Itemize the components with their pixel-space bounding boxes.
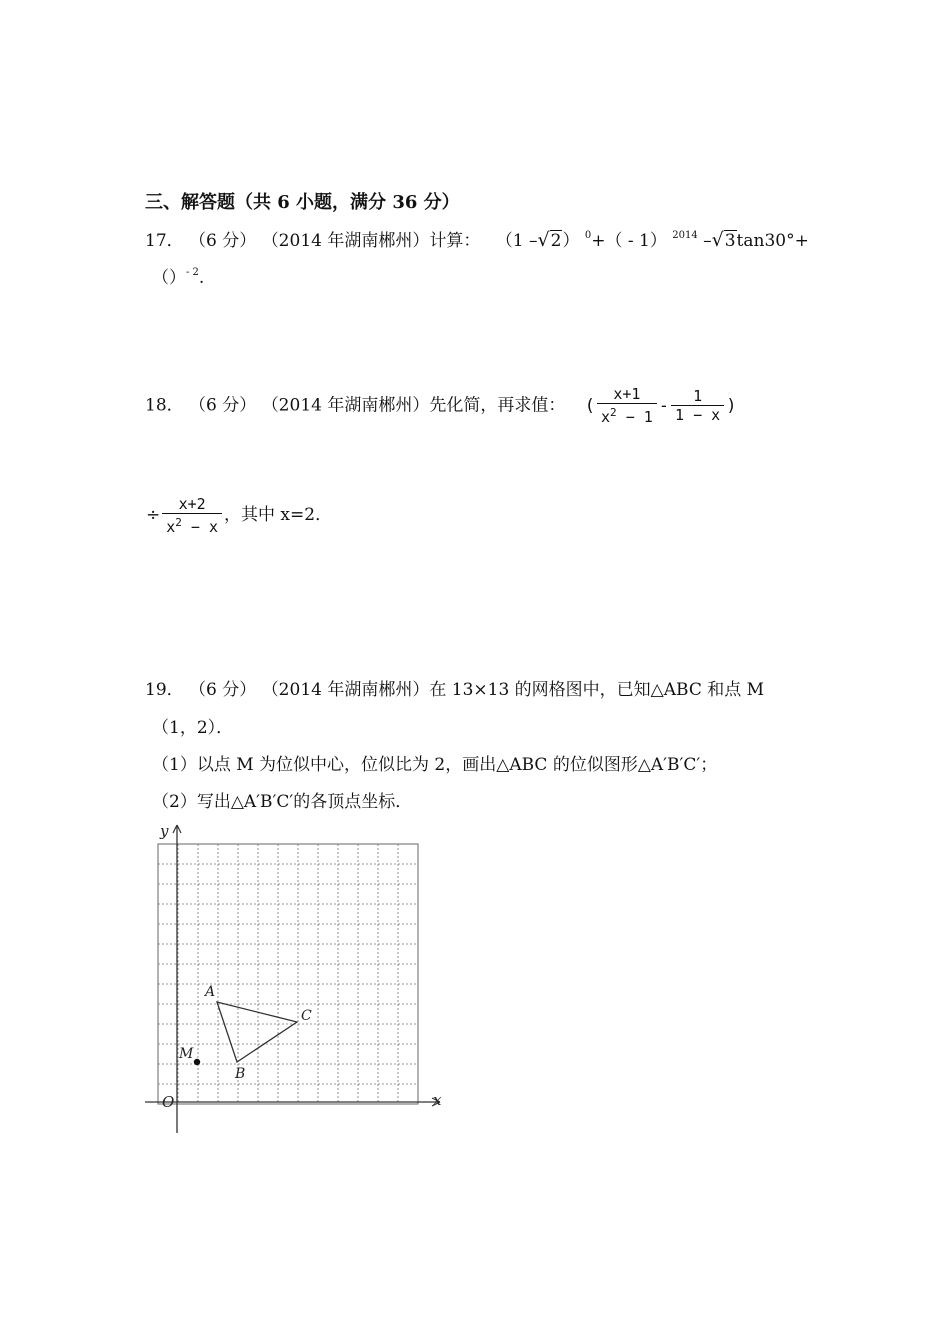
frac3-denominator xyxy=(162,513,222,536)
q17-expr-e: tan30°+ xyxy=(736,231,809,251)
q19-source: （2014 年湖南郴州） xyxy=(261,680,430,700)
q17-exp2014: 2014 xyxy=(672,230,698,241)
section-heading: 三、解答题（共 6 小题，满分 36 分） xyxy=(145,192,460,213)
q17-source: （2014 年湖南郴州） xyxy=(261,231,430,251)
point-label-m: M xyxy=(179,1046,194,1062)
q17-expr-a: （1 – xyxy=(495,231,538,251)
q18-close-paren: ) xyxy=(726,395,737,416)
frac1-denominator xyxy=(597,403,657,426)
q19-number: 19． xyxy=(145,680,184,700)
q17-line2-b: . xyxy=(198,268,205,288)
q17-expression xyxy=(496,231,809,251)
frac2-numerator: 1 xyxy=(693,387,703,405)
question-17 xyxy=(145,226,809,251)
q19-prompt: 在 13×13 的网格图中，已知△ABC 和点 M xyxy=(429,680,765,700)
frac1-den-rest: − 1 xyxy=(616,408,653,426)
q17-line2-a: （） xyxy=(152,268,186,288)
axes xyxy=(145,822,442,1133)
point-label-b: B xyxy=(235,1066,246,1082)
q17-line2 xyxy=(152,263,204,288)
sqrt-sign: √ xyxy=(537,229,550,251)
q18-minus: - xyxy=(658,395,670,416)
q18-tail: ，其中 x=2． xyxy=(224,505,333,525)
x-axis-label: x xyxy=(433,1091,442,1109)
frac3-den-base: x xyxy=(166,518,176,536)
q17-expr-d: – xyxy=(697,231,712,251)
frac3-den-rest: − x xyxy=(181,518,219,536)
q18-open-paren: ( xyxy=(584,395,596,416)
q19-score: （6 分） xyxy=(189,680,257,700)
triangle-abc xyxy=(217,1002,297,1062)
frac3-numerator: x+2 xyxy=(178,495,206,513)
q17-exp0: 0 xyxy=(584,230,592,241)
sqrt-sign: √ xyxy=(711,229,724,251)
frac2-denominator: 1 − x xyxy=(671,405,724,424)
q18-prompt: 先化简，再求值： xyxy=(429,395,566,416)
origin-label: O xyxy=(162,1093,175,1111)
frac3-den-exp: 2 xyxy=(175,516,182,529)
q17-number: 17． xyxy=(145,231,184,251)
q18-score: （6 分） xyxy=(189,395,257,416)
q17-expr-b: ） xyxy=(562,231,580,251)
q17-score: （6 分） xyxy=(189,231,257,251)
q18-fraction-2 xyxy=(671,387,724,424)
q18-fraction-1 xyxy=(597,385,657,426)
q18-fraction-3 xyxy=(162,495,222,536)
q18-line2 xyxy=(146,495,332,536)
q17-prompt: 计算： xyxy=(429,231,481,251)
q18-div-sign: ÷ xyxy=(146,505,161,525)
point-label-a: A xyxy=(205,984,216,1000)
question-18 xyxy=(145,385,736,426)
q19-part2: （2）写出△A′B′C′的各顶点坐标． xyxy=(152,792,413,812)
frac1-den-base: x xyxy=(601,408,611,426)
q19-line2: （1，2）． xyxy=(152,718,234,738)
grid-figure xyxy=(140,820,450,1140)
q17-expr-c: +（ - 1） xyxy=(591,231,667,251)
q18-source: （2014 年湖南郴州） xyxy=(261,395,430,416)
frac1-numerator: x+1 xyxy=(613,385,641,403)
q18-expression xyxy=(584,385,737,426)
q17-exp-neg2: - 2 xyxy=(186,267,199,278)
y-axis-label: y xyxy=(160,822,169,840)
q18-number: 18． xyxy=(145,395,184,416)
point-label-c: C xyxy=(301,1008,312,1024)
q17-sqrt2: 2 xyxy=(550,231,562,251)
q17-sqrt3: 3 xyxy=(724,231,736,251)
frac1-den-exp: 2 xyxy=(610,406,617,419)
point-m-dot xyxy=(194,1059,200,1065)
question-19 xyxy=(145,675,764,700)
q19-part1: （1）以点 M 为位似中心，位似比为 2，画出△ABC 的位似图形△A′B′C′； xyxy=(152,755,718,775)
